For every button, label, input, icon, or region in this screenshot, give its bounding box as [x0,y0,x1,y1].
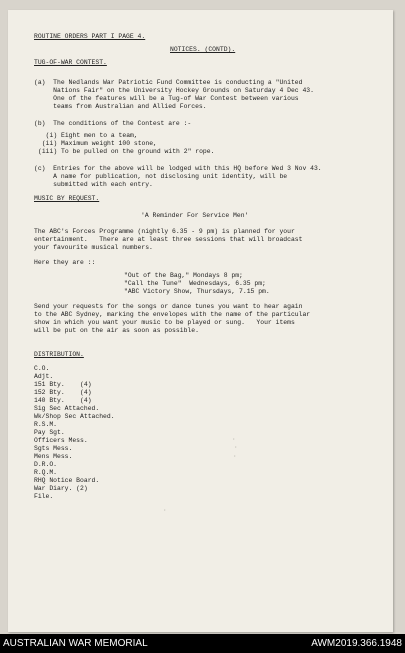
send-paragraph-line: Send your requests for the songs or dance tunes you want to hear again [34,303,303,310]
paper-speck: · [163,507,167,514]
distribution-item: RHQ Notice Board. [34,477,100,484]
music-paragraph-line: your favourite musical numbers. [34,244,153,251]
paper-speck: · [232,436,236,443]
tug-c-line: (c) Entries for the above will be lodged with this HQ before Wed 3 Nov 43. [34,165,322,172]
tug-b-item: (iii) To be pulled on the ground with 2" rope. [38,148,215,155]
distribution-item: File. [34,493,54,500]
paper-speck: · [233,453,237,460]
distribution-item: Sig Sec Attached. [34,405,100,412]
tug-a-line: (a) The Nedlands War Patriotic Fund Committee is conducting a "United [34,79,303,86]
distribution-item: Officers Mess. [34,437,88,444]
archive-footer [0,634,405,653]
music-heading: MUSIC BY REQUEST. [34,195,100,202]
send-paragraph-line: show in which you want your music to be played or sung. Your items [34,319,295,326]
distribution-item: 151 Bty. (4) [34,381,92,388]
send-paragraph-line: will be put on the air as soon as possible. [34,327,199,334]
header-center: NOTICES. (CONTD). [170,46,236,53]
here-they-are: Here they are :: [34,259,96,266]
tug-a-line: One of the features will be a Tug-of War Contest between various [34,95,299,102]
send-paragraph-line: to the ABC Sydney, marking the envelopes with the name of the particular [34,311,311,318]
distribution-item: 152 Bty. (4) [34,389,92,396]
tug-b-item: (ii) Maximum weight 100 stone, [38,140,157,147]
tug-b-item: (i) Eight men to a team, [38,132,138,139]
distribution-item: D.R.O. [34,461,58,468]
paper-speck: · [234,444,238,451]
tug-a-line: teams from Australian and Allied Forces. [34,103,207,110]
distribution-item: R.S.M. [34,421,58,428]
footer-institution: AUSTRALIAN WAR MEMORIAL [3,638,148,649]
tug-a-line: Nations Fair" on the University Hockey Grounds on Saturday 4 Dec 43. [34,87,314,94]
distribution-item: R.Q.M. [34,469,58,476]
distribution-item: Adjt. [34,373,54,380]
music-paragraph-line: The ABC's Forces Programme (nightly 6.35 - 9 pm) is planned for your [34,228,295,235]
distribution-item: Mens Mess. [34,453,73,460]
session-line: "Call the Tune" Wednesdays, 6.35 pm; [124,280,266,287]
distribution-item: War Diary. (2) [34,485,88,492]
session-line: "Out of the Bag," Mondays 8 pm; [124,272,243,279]
distribution-heading: DISTRIBUTION. [34,351,84,358]
header-left: ROUTINE ORDERS PART I PAGE 4. [34,33,146,40]
tug-of-war-heading: TUG-OF-WAR CONTEST. [34,59,107,66]
distribution-item: C.O. [34,365,50,372]
music-subtitle: 'A Reminder For Service Men' [141,212,249,219]
distribution-item: Sgts Mess. [34,445,73,452]
document-page [8,10,393,632]
tug-c-line: A name for publication, not disclosing unit identity, will be [34,173,288,180]
distribution-item: Wk/Shop Sec Attached. [34,413,115,420]
distribution-item: 140 Bty. (4) [34,397,92,404]
tug-c-line: submitted with each entry. [34,181,153,188]
tug-b-intro: (b) The conditions of the Contest are :- [34,120,192,127]
session-line: "ABC Victory Show, Thursdays, 7.15 pm. [124,288,270,295]
distribution-item: Pay Sgt. [34,429,65,436]
music-paragraph-line: entertainment. There are at least three sessions that will broadcast [34,236,303,243]
footer-accession-id: AWM2019.366.1948 [311,638,402,649]
